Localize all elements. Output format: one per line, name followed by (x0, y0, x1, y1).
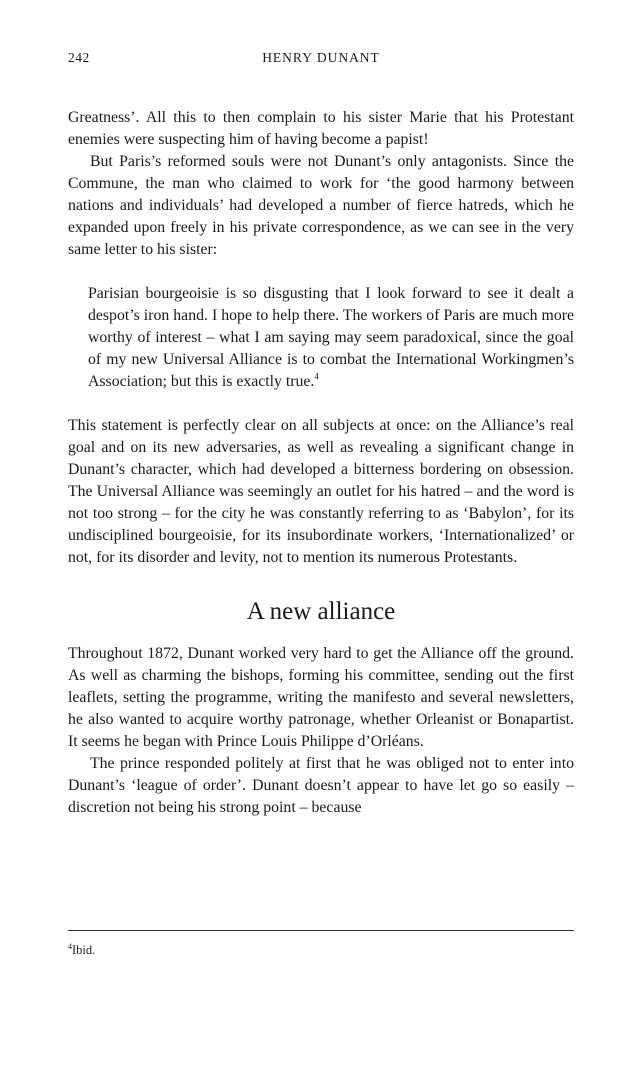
section-heading: A new alliance (246, 598, 396, 625)
footnote (68, 942, 574, 958)
paragraph-1: Greatness’. All this to then complain to his sister Marie that his Protestant enemies were suspecting him of having become a papist! (68, 109, 574, 148)
footnote-reference: 4 (314, 371, 319, 382)
book-page (68, 0, 574, 1080)
paragraph-3: This statement is perfectly clear on all subjects at once: on the Alliance’s real goal and on its new adversaries, as well as revealing a significant change in Dunant’s character, which had developed a bitterness bordering on obsession. The Universal Alliance was seemingly an outlet for his hatred – and the word is not too strong – for the city he was constantly referring to as ‘Babylon’, for its undisciplined bourgeoisie, for its insubordinate workers, ‘Internationalized’ or not, for its disorder and levity, not to mention its numerous Protestants. (68, 417, 574, 566)
block-quote (88, 283, 574, 393)
running-head (68, 50, 574, 70)
paragraph-5: The prince responded politely at first that he was obliged not to enter into Dunant’s ‘league of order’. Dunant doesn’t appear to have let go so easily – discretion not being his strong point – because (68, 755, 574, 816)
paragraph-4: Throughout 1872, Dunant worked very hard to get the Alliance off the ground. As well as charming the bishops, forming his committee, sending out the first leaflets, setting the programme, writing the manifesto and several newsletters, he also wanted to acquire worthy patronage, whether Orleanist or Bonapartist. It seems he began with Prince Louis Philippe d’Orléans. (68, 645, 574, 750)
paragraph-2: But Paris’s reformed souls were not Dunant’s only antagonists. Since the Commune, the man who claimed to work for ‘the good harmony between nations and individuals’ had developed a number of fierce hatreds, which he expanded upon freely in his private correspondence, as we can see in the very same letter to his sister: (68, 153, 574, 258)
footnote-divider (68, 930, 574, 931)
running-title: HENRY DUNANT (262, 50, 380, 65)
page-number: 242 (68, 50, 90, 65)
body-text (68, 107, 574, 819)
footnote-mark: 4 (68, 941, 72, 951)
block-quote-text: Parisian bourgeoisie is so disgusting that I look forward to see it dealt a despot’s iron hand. I hope to help there. The workers of Paris are much more worthy of interest – what I am saying may seem paradoxical, since the goal of my new Universal Alliance is to combat the International Workingmen’s Association; but this is exactly true. (88, 285, 574, 390)
footnote-text: Ibid. (72, 943, 96, 957)
